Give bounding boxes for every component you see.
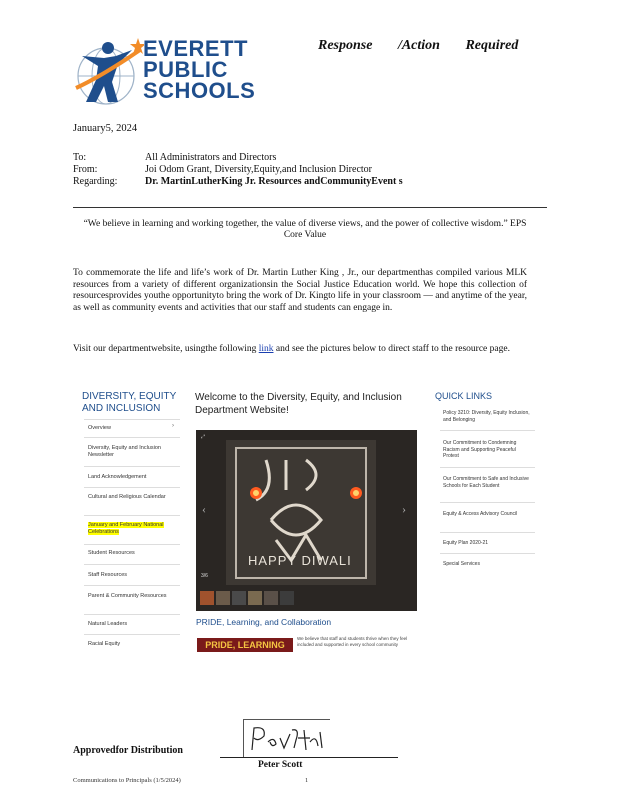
pride-banner: PRIDE, LEARNING bbox=[197, 638, 293, 652]
expand-icon[interactable]: ⤢ bbox=[201, 435, 206, 440]
to-label: To: bbox=[73, 152, 87, 163]
thumbnail[interactable] bbox=[216, 591, 230, 605]
sidebar-item-celebrations[interactable] bbox=[88, 522, 166, 536]
thumbnail[interactable] bbox=[200, 591, 214, 605]
logo-line-3: SCHOOLS bbox=[143, 78, 256, 103]
sidebar-divider bbox=[84, 437, 180, 438]
diwali-rangoli-image bbox=[196, 430, 417, 611]
quick-links-divider bbox=[440, 553, 535, 554]
carousel-next-icon[interactable]: › bbox=[402, 502, 406, 516]
sidebar-divider bbox=[84, 544, 180, 545]
quick-links-title: QUICK LINKS bbox=[435, 391, 493, 401]
handwritten-signature bbox=[244, 720, 330, 758]
to-value: All Administrators and Directors bbox=[145, 152, 277, 163]
approved-label: Approvedfor Distribution bbox=[73, 745, 183, 756]
quick-link-safe-schools[interactable]: Our Commitment to Safe and Inclusive Schools for Each Student bbox=[443, 476, 529, 489]
sidebar-divider bbox=[84, 487, 180, 488]
quick-link-racism[interactable]: Our Commitment to Condemning Racism and Supporting Peaceful Protest bbox=[443, 440, 517, 459]
response-required-heading bbox=[318, 38, 518, 54]
pride-heading: PRIDE, Learning, and Collaboration bbox=[196, 617, 332, 627]
image-carousel[interactable] bbox=[196, 430, 417, 611]
thumbnail[interactable] bbox=[280, 591, 294, 605]
logo-line-2: PUBLIC bbox=[143, 57, 228, 82]
pride-description: We believe that staff and students thrive when they feel included and supported in every school community bbox=[297, 636, 408, 647]
footer-text: Communications to Principals (1/5/2024) bbox=[73, 777, 181, 784]
thumbnail[interactable] bbox=[232, 591, 246, 605]
sidebar-divider bbox=[84, 515, 180, 516]
sidebar-item-newsletter[interactable]: Diversity, Equity and Inclusion Newsletter bbox=[88, 445, 161, 458]
sidebar-divider bbox=[84, 634, 180, 635]
memo-header bbox=[73, 152, 553, 192]
signer-name: Peter Scott bbox=[258, 760, 303, 770]
quick-links-divider bbox=[440, 502, 535, 503]
intro-paragraph: To commemorate the life and life’s work of Dr. Martin Luther King , Jr., our departmenthas compiled various MLK resources from a variety of different organizationsin the Social Justice Education world. We hope this collection of resourcesprovides youthe opportunityto bring the work of Dr. Kingto life in your classroom — and anytime of the year, as well as community events and activities that our staff and students can engage in. bbox=[73, 268, 527, 313]
thumbnail[interactable] bbox=[248, 591, 262, 605]
memo-date: January5, 2024 bbox=[73, 123, 138, 134]
thumbnail[interactable] bbox=[264, 591, 278, 605]
core-value-quote: “We believe in learning and working together, the value of diverse views, and the power of collective wisdom.” EPS Core Value bbox=[83, 219, 527, 240]
carousel-prev-icon[interactable]: ‹ bbox=[202, 502, 206, 516]
quick-links-divider bbox=[440, 467, 535, 468]
page-number: 1 bbox=[305, 777, 309, 784]
sidebar-item-overview[interactable]: Overview bbox=[88, 425, 111, 431]
signature-line bbox=[220, 757, 398, 758]
response-word: Response bbox=[318, 38, 373, 53]
logo-line-1: EVERETT bbox=[143, 36, 248, 61]
thumbnail-strip bbox=[200, 591, 350, 607]
page-footer bbox=[73, 777, 373, 784]
sidebar-title: DIVERSITY, EQUITY AND INCLUSION bbox=[82, 391, 177, 414]
visit-text-end: and see the pictures below to direct staff to the resource page. bbox=[273, 344, 510, 354]
sidebar-item-land[interactable]: Land Acknowledgement bbox=[88, 474, 147, 480]
sidebar-divider bbox=[84, 614, 180, 615]
sidebar-item-calendar[interactable]: Cultural and Religious Calendar bbox=[88, 494, 166, 500]
sidebar-item-student[interactable]: Student Resources bbox=[88, 550, 135, 556]
slide-counter: 3/6 bbox=[201, 573, 208, 579]
district-name bbox=[143, 38, 255, 101]
quick-links-divider bbox=[440, 532, 535, 533]
quick-links-divider bbox=[440, 430, 535, 431]
sidebar-item-staff[interactable]: Staff Resources bbox=[88, 572, 128, 578]
visit-paragraph bbox=[73, 344, 527, 356]
sidebar-divider bbox=[84, 419, 180, 420]
welcome-heading: Welcome to the Diversity, Equity, and Inclusion Department Website! bbox=[195, 392, 402, 416]
from-value: Joi Odom Grant, Diversity,Equity,and Inclusion Director bbox=[145, 164, 372, 175]
from-label: From: bbox=[73, 164, 98, 175]
required-word: Required bbox=[465, 38, 519, 53]
action-word: /Action bbox=[397, 38, 440, 53]
sidebar-item-racial-equity[interactable]: Racial Equity bbox=[88, 641, 121, 647]
logo-figure-icon bbox=[72, 36, 144, 108]
sidebar-item-natural-leaders[interactable]: Natural Leaders bbox=[88, 621, 128, 627]
quick-link-special-services[interactable]: Special Services bbox=[443, 561, 480, 567]
quick-link-advisory[interactable]: Equity & Access Advisory Council bbox=[443, 511, 518, 517]
sidebar-item-parent[interactable]: Parent & Community Resources bbox=[88, 593, 167, 599]
regarding-label: Regarding: bbox=[73, 176, 118, 187]
department-website-link[interactable]: link bbox=[258, 344, 274, 354]
sidebar-divider bbox=[84, 564, 180, 565]
quick-link-policy[interactable]: Policy 3210: Diversity, Equity Inclusion, and Belonging bbox=[443, 410, 530, 423]
visit-text: Visit our departmentwebsite, usingthe following bbox=[73, 344, 259, 354]
chevron-right-icon: › bbox=[172, 423, 174, 429]
sidebar-divider bbox=[84, 585, 180, 586]
sidebar-divider bbox=[84, 466, 180, 467]
slide-caption: HAPPY DIWALI bbox=[248, 553, 352, 568]
regarding-value: Dr. MartinLutherKing Jr. Resources andCommunityEvent s bbox=[145, 176, 403, 187]
sidebar-item-celebrations-label: January and February National Celebrations bbox=[88, 522, 164, 535]
signature-box bbox=[243, 719, 330, 758]
quick-link-equity-plan[interactable]: Equity Plan 2020-21 bbox=[443, 540, 489, 546]
divider bbox=[73, 207, 547, 208]
